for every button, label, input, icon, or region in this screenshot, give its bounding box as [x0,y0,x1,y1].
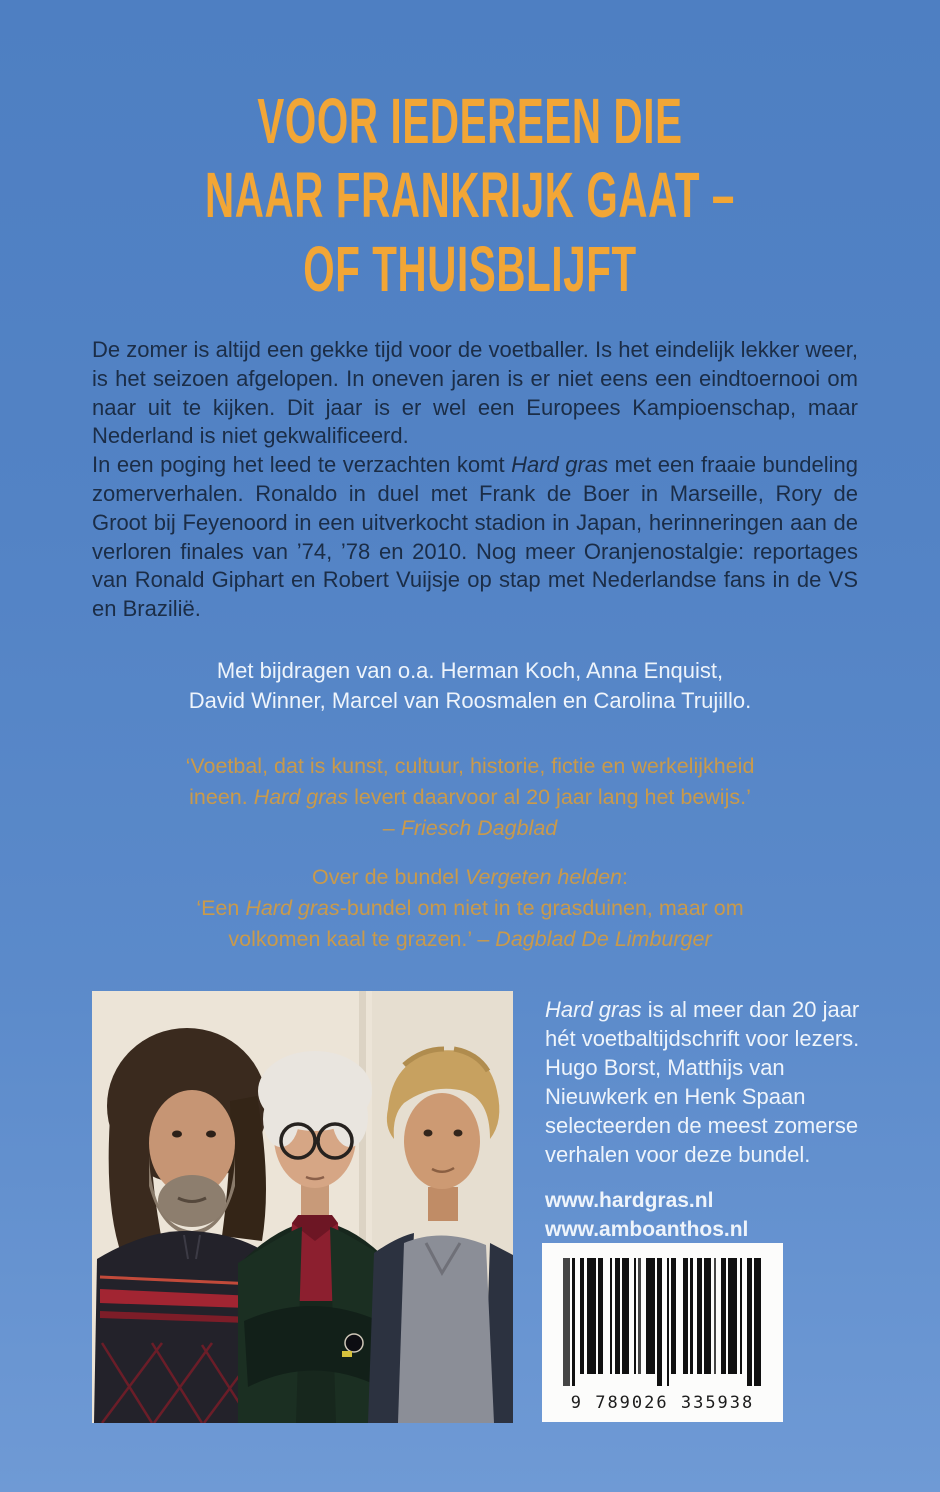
website-amboanthos: www.amboanthos.nl [545,1218,749,1241]
quote-line: ‘Voetbal, dat is kunst, cultuur, historie, fictie en werkelijkheid [185,754,755,778]
press-quote-friesch-dagblad [0,751,940,844]
contributors-line-2: David Winner, Marcel van Roosmalen en Carolina Trujillo. [188,688,752,713]
website-links [545,1186,867,1244]
cover-tagline [0,84,940,306]
quote-attribution: – Friesch Dagblad [382,816,558,840]
press-quote-dagblad-de-limburger [0,862,940,955]
tagline-line-1: VOOR IEDEREEN DIE [257,85,683,157]
barcode-panel [542,1243,783,1422]
series-description [545,995,867,1244]
website-hardgras: www.hardgras.nl [545,1189,714,1212]
contributors-line-1: Met bijdragen van o.a. Herman Koch, Anna Enquist, [216,658,724,683]
quote-line: ‘Een Hard gras-bundel om niet in te grasduinen, maar om [196,896,744,920]
barcode-bars [563,1258,761,1388]
authors-photo [92,991,513,1423]
isbn-number: 9 789026 335938 [570,1393,755,1413]
contributors-note [0,656,940,716]
blurb-paragraph-1: De zomer is altijd een gekke tijd voor de voetballer. Is het eindelijk lekker weer, is het seizoen afgelopen. In oneven jaren is er niet eens een eindtoernooi om naar uit te kijken. Dit jaar is er wel een Europees Kampioenschap, maar Nederland is niet gekwalificeerd. [92,337,858,449]
tagline-line-3: OF THUISBLIJFT [303,233,637,305]
tagline-line-2: NAAR FRANKRIJK GAAT – [205,159,735,231]
quote-line: Over de bundel Vergeten helden: [312,865,628,889]
series-paragraph: Hard gras is al meer dan 20 jaar hét voetbaltijdschrift voor lezers. Hugo Borst, Matthijs van Nieuwkerk en Henk Spaan selecteerden de meest zomerse verhalen voor deze bundel. [545,997,860,1167]
blurb-text [92,336,858,624]
quote-attribution: volkomen kaal te grazen.’ – Dagblad De Limburger [228,927,712,951]
blurb-paragraph-2: In een poging het leed te verzachten komt Hard gras met een fraaie bundeling zomerverhalen. Ronaldo in duel met Frank de Boer in Marseille, Rory de Groot bij Feyenoord in een uitverkocht stadion in Japan, herinneringen aan de verloren finales van ’74, ’78 en 2010. Nog meer Oranjenostalgie: reportages van Ronald Giphart en Robert Vuijsje op stap met Nederlandse fans in de VS en Brazilië. [92,452,858,622]
quote-line: ineen. Hard gras levert daarvoor al 20 jaar lang het bewijs.’ [189,785,751,809]
